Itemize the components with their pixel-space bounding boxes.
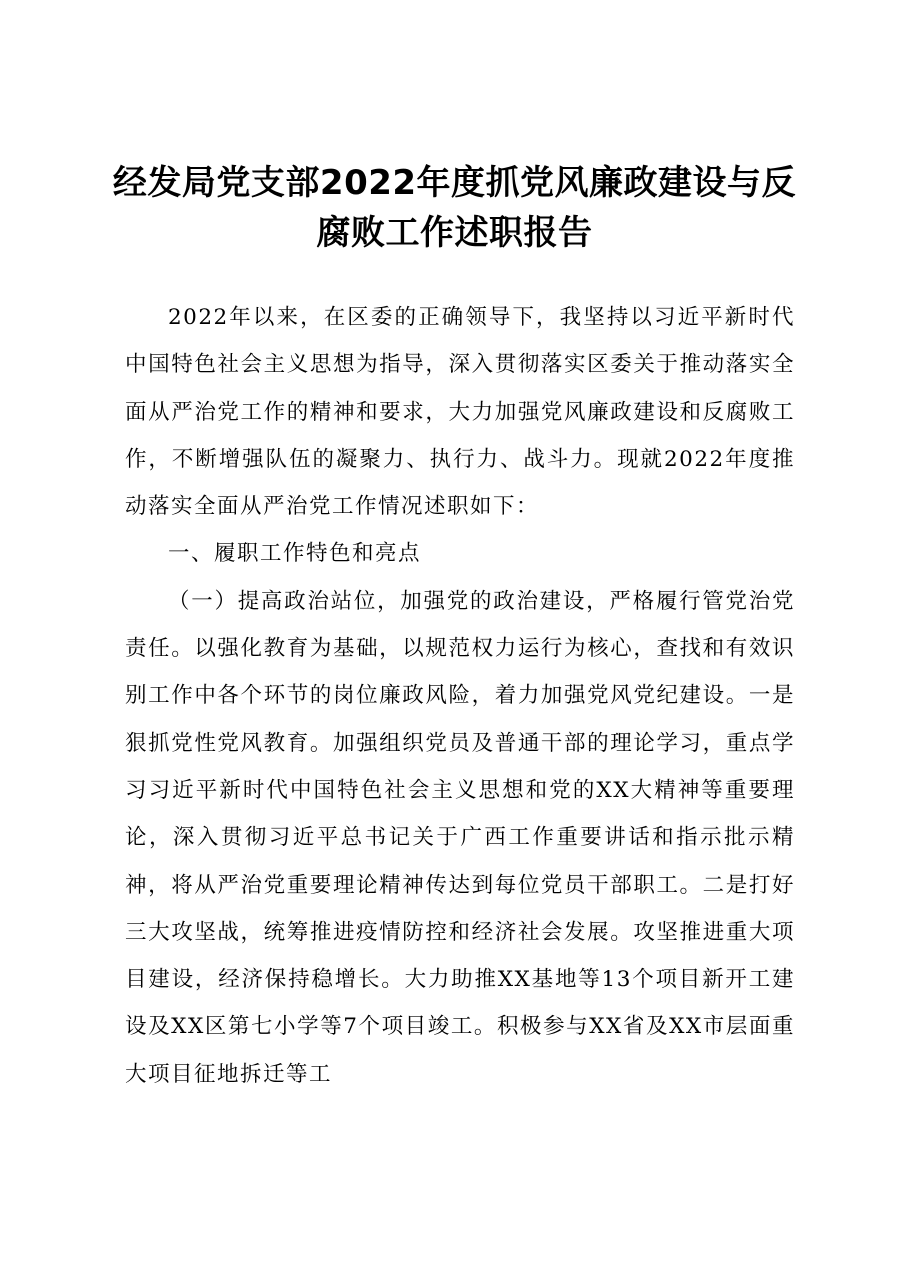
document-body — [125, 294, 795, 1098]
paragraph-intro: 2022年以来，在区委的正确领导下，我坚持以习近平新时代中国特色社会主义思想为指导，深入贯彻落实区委关于推动落实全面从严治党工作的精神和要求，大力加强党风廉政建设和反腐败工作，不断增强队伍的凝聚力、执行力、战斗力。现就2022年度推动落实全面从严治党工作情况述职如下： — [125, 305, 795, 520]
title-line-1: 经发局党支部2022年度抓党风廉政建设与反 — [112, 163, 797, 203]
section-heading: 一、履职工作特色和亮点 — [168, 541, 422, 567]
document-title — [100, 158, 809, 258]
paragraph-section-1: （一）提高政治站位，加强党的政治建设，严格履行管党治党责任。以强化教育为基础，以规范权力运行为核心，查找和有效识别工作中各个环节的岗位廉政风险，着力加强党风党纪建设。一是狠抓党性党风教育。加强组织党员及普通干部的理论学习，重点学习习近平新时代中国特色社会主义思想和党的XX大精神等重要理论，深入贯彻习近平总书记关于广西工作重要讲话和指示批示精神，将从严治党重要理论精神传达到每位党员干部职工。二是打好三大攻坚战，统筹推进疫情防控和经济社会发展。攻坚推进重大项目建设，经济保持稳增长。大力助推XX基地等13个项目新开工建设及XX区第七小学等7个项目竣工。积极参与XX省及XX市层面重大项目征地拆迁等工 — [125, 588, 795, 1087]
title-line-2: 腐败工作述职报告 — [316, 213, 593, 253]
